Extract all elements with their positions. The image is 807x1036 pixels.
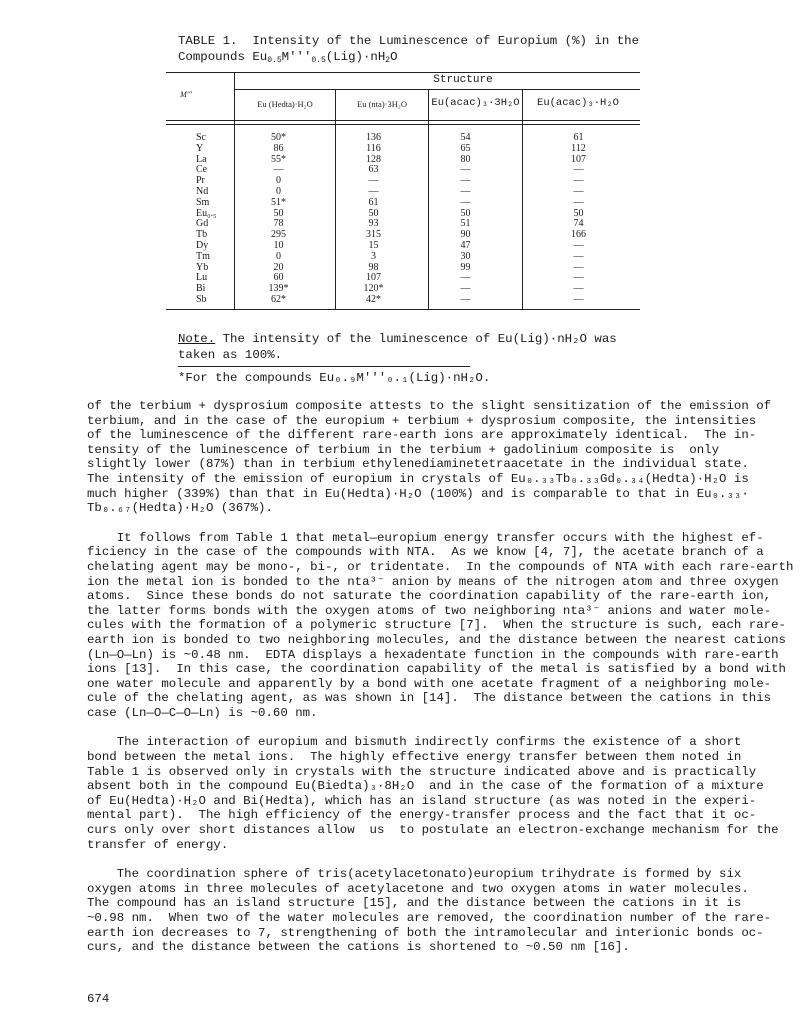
paragraph-gap — [87, 720, 747, 735]
text-line: Tb₀.₆₇(Hedta)·H₂O (367%). — [87, 501, 273, 516]
value-column — [251, 133, 306, 306]
column-header: Eu(acac)₃·3H₂O — [431, 97, 520, 109]
text-line: bond between the metal ions. The highly effective energy transfer between them noted in — [87, 750, 742, 765]
text-line: earth ion decreases to 7, strengthening of both the intramolecular and interionic bonds oc- — [87, 925, 764, 940]
text-line: (Ln—O—Ln) is ~0.48 nm. EDTA displays a hexadentate function in the compounds with rare-earth — [87, 647, 779, 662]
paragraph-gap — [87, 516, 747, 531]
text-line: oxygen atoms in three molecules of acetylacetone and two oxygen atoms in water molecules. — [87, 881, 749, 896]
table-cell: 30 — [460, 250, 471, 262]
table-cell: Y — [196, 142, 204, 154]
table-cell: 80 — [460, 153, 471, 165]
table-cell: 90 — [460, 229, 471, 241]
text-line: The intensity of the emission of europium in crystals of Eu₀.₃₃Tb₀.₃₃Gd₀.₃₄(Hedta)·H₂O is — [87, 471, 749, 486]
table-cell: — — [573, 185, 584, 197]
column-header: Eu (Hedta)·H₂O — [257, 99, 313, 109]
table-cell: — — [368, 185, 379, 197]
text-line: ion the metal ion is bonded to the nta³⁻ anion by means of the nitrogen atom and three oxygen — [87, 574, 779, 589]
table-bottom-rule — [166, 309, 640, 310]
table-cell: 93 — [368, 218, 379, 230]
table-cell: — — [460, 196, 471, 208]
caption-sub: 0.5 — [311, 56, 326, 65]
table-cell: La — [196, 153, 207, 165]
text-line: terbium, and in the case of the europium + terbium + dysprosium composite, the intensities — [87, 413, 757, 428]
caption-part: (Lig)·nH — [325, 50, 386, 64]
table-cell: — — [573, 272, 584, 284]
text-line: earth ion is bonded to two neighboring molecules, and the distance between the nearest cations — [87, 632, 786, 647]
text-line: curs, and the distance between the cations is shortened to ~0.50 nm [16]. — [87, 940, 630, 955]
text-line: mental part). The high efficiency of the energy-transfer process and the fact that it oc- — [87, 808, 757, 823]
table-cell: Eu₀.₅ — [196, 207, 217, 219]
note-text: The intensity of the luminescence of Eu(Lig)·nH₂O was — [215, 332, 617, 346]
table-cell: — — [460, 175, 471, 187]
table-cell: 51 — [460, 218, 471, 230]
table-cell: 63 — [368, 164, 379, 176]
text-line: one water molecule and apparently by a bond with one acetate fragment of a neighboring mole- — [87, 676, 772, 691]
table-cell: — — [573, 196, 584, 208]
table-cell: 78 — [273, 218, 284, 230]
row-label-column — [196, 133, 232, 306]
table-cell: 315 — [366, 229, 381, 241]
paragraph — [87, 399, 772, 516]
table-cell: — — [573, 261, 584, 273]
table-cell: 128 — [366, 153, 381, 165]
table-caption — [178, 33, 658, 65]
caption-part: O — [390, 50, 398, 64]
text-line: the latter forms bonds with the oxygen atoms of two neighboring nta³⁻ anions and water mole- — [87, 603, 772, 618]
note-label: Note. — [178, 332, 216, 346]
column-divider — [522, 89, 523, 310]
text-line: of the terbium + dysprosium composite attests to the slight sensitization of the emission of — [87, 399, 772, 413]
table-cell: Ce — [196, 164, 208, 176]
body-text — [87, 399, 794, 955]
caption-sub: 0.5 — [267, 56, 282, 65]
column-header: Eu(acac)₃·H₂O — [537, 97, 619, 109]
paragraph-gap — [87, 852, 747, 867]
table-cell: 86 — [273, 142, 284, 154]
paragraph — [87, 530, 794, 721]
table-cell: — — [460, 293, 471, 305]
table-cell: 61 — [573, 132, 584, 143]
table-cell: 0 — [276, 250, 281, 262]
note-line-2: taken as 100%. — [178, 348, 283, 362]
text-line: ~0.98 nm. When two of the water molecules are removed, the coordination number of the rare- — [87, 911, 772, 925]
table-cell: 51* — [271, 196, 286, 208]
table-cell: — — [460, 272, 471, 284]
table-cell: 0 — [276, 185, 281, 197]
value-column — [551, 133, 606, 306]
header-rule — [166, 120, 640, 121]
table-cell: — — [573, 293, 584, 305]
text-line: It follows from Table 1 that metal—europium energy transfer occurs with the highest ef- — [87, 530, 764, 545]
caption-part: M''' — [281, 50, 312, 64]
table-cell: 54 — [460, 132, 471, 143]
table-cell: 107 — [366, 272, 381, 284]
table-cell: — — [273, 164, 284, 176]
table-cell: 55* — [271, 153, 286, 165]
paragraph — [87, 867, 772, 955]
table-cell: Pr — [196, 175, 205, 187]
table-cell: 62* — [271, 293, 286, 305]
text-line: chelating agent may be mono-, bi-, or tridentate. In the compounds of NTA with each rare-earth — [87, 559, 794, 574]
structure-rule — [234, 89, 640, 90]
table-cell: 107 — [571, 153, 586, 165]
text-line: The compound has an island structure [15], and the distance between the cations in it is — [87, 896, 742, 911]
table-cell: Sb — [196, 293, 207, 305]
text-line: tensity of the luminescence of terbium in the terbium + gadolinium composite is only — [87, 442, 720, 457]
table-cell: 3 — [371, 250, 376, 262]
structure-header: Structure — [433, 74, 493, 86]
table-cell: — — [573, 239, 584, 251]
text-line: transfer of energy. — [87, 837, 229, 852]
table-cell: Sc — [196, 132, 206, 143]
table-cell: 65 — [460, 142, 471, 154]
caption-part: Compounds Eu — [178, 50, 268, 64]
header-rule-2 — [166, 124, 640, 125]
text-line: much higher (339%) than that in Eu(Hedta)·H₂O (100%) and is comparable to that in Eu₀.₃₃· — [87, 486, 749, 501]
column-divider — [428, 89, 429, 310]
table-cell: 139* — [268, 283, 289, 295]
note-rule — [178, 366, 470, 367]
table-cell: 74 — [573, 218, 584, 230]
table-cell: 10 — [273, 239, 284, 251]
footnote: *For the compounds Eu₀.₉M'''₀.₁(Lig)·nH₂O. — [178, 371, 491, 385]
luminescence-table — [166, 72, 640, 310]
text-line: atoms. Since these bonds do not saturate the coordination capability of the rare-earth ion, — [87, 589, 772, 604]
table-cell: 50 — [573, 207, 584, 219]
table-cell: 50 — [368, 207, 379, 219]
text-line: of the luminescence of the different rare-earth ions are approximately identical. The in- — [87, 428, 757, 443]
value-column — [346, 133, 401, 306]
table-cell: 42* — [366, 293, 381, 305]
table-cell: — — [460, 164, 471, 176]
table-cell: Nd — [196, 185, 209, 197]
table-cell: 61 — [368, 196, 379, 208]
table-cell: 98 — [368, 261, 379, 273]
table-cell: 50 — [273, 207, 284, 219]
caption-sub: 2 — [385, 56, 391, 65]
text-line: The coordination sphere of tris(acetylacetonato)europium trihydrate is formed by six — [87, 867, 742, 882]
table-notes — [178, 331, 648, 386]
table-cell: 50 — [460, 207, 471, 219]
table-cell: — — [460, 185, 471, 197]
table-cell: Tm — [196, 250, 210, 262]
table-cell: 136 — [366, 132, 381, 143]
table-cell: Tb — [196, 229, 208, 241]
table-cell: Yb — [196, 261, 209, 273]
table-cell: 112 — [571, 142, 586, 154]
text-line: absent both in the compound Eu(Biedta)₃·8H₂O and in the case of the formation of a mixture — [87, 779, 764, 794]
paragraph — [87, 735, 779, 852]
table-cell: 0 — [276, 175, 281, 187]
table-cell: 20 — [273, 261, 284, 273]
table-cell: 47 — [460, 239, 471, 251]
note-line-1 — [178, 331, 648, 347]
text-line: cule of the chelating agent, as was shown in [14]. The distance between the cations in this — [87, 691, 772, 706]
caption-line-2 — [178, 49, 658, 65]
table-cell: — — [573, 164, 584, 176]
table-cell: Lu — [196, 272, 208, 284]
table-cell: 116 — [366, 142, 381, 154]
table-cell: — — [573, 175, 584, 187]
table-cell: 60 — [273, 272, 284, 284]
table-cell: Gd — [196, 218, 209, 230]
table-cell: 120* — [363, 283, 384, 295]
text-line: ions [13]. In this case, the coordination capability of the metal is satisfied by a bond with — [87, 662, 786, 677]
text-line: case (Ln—O—C—O—Ln) is ~0.60 nm. — [87, 705, 318, 720]
table-cell: 15 — [368, 239, 379, 251]
table-cell: Bi — [196, 283, 206, 295]
column-divider — [335, 89, 336, 310]
value-column — [438, 133, 493, 306]
table-cell: — — [573, 283, 584, 295]
table-cell: 166 — [571, 229, 586, 241]
table-cell: — — [573, 250, 584, 262]
text-line: Table 1 is observed only in crystals with the structure indicated above and is practically — [87, 764, 757, 779]
table-cell: 295 — [271, 229, 286, 241]
page-number: 674 — [87, 992, 110, 1006]
row-header: M''' — [180, 90, 192, 99]
text-line: slightly lower (87%) than in terbium ethylenediaminetetraacetate in the individual state. — [87, 457, 749, 472]
text-line: curs only over short distances allow us to postulate an electron-exchange mechanism for the — [87, 823, 779, 838]
table-cell: Sm — [196, 196, 210, 208]
text-line: ficiency in the case of the compounds with NTA. As we know [4, 7], the acetate branch of a — [87, 545, 764, 560]
table-cell: 50* — [271, 132, 286, 143]
table-cell: — — [460, 283, 471, 295]
table-top-rule — [166, 72, 640, 73]
table-cell: — — [368, 175, 379, 187]
table-cell: 99 — [460, 261, 471, 273]
table-cell: Dy — [196, 239, 209, 251]
column-header: Eu (nta)·3H₂O — [357, 99, 407, 109]
text-line: of Eu(Hedta)·H₂O and Bi(Hedta), which has an island structure (as was noted in the experi- — [87, 793, 757, 808]
caption-line-1: TABLE 1. Intensity of the Luminescence of Europium (%) in the — [178, 34, 640, 48]
text-line: The interaction of europium and bismuth indirectly confirms the existence of a short — [87, 735, 742, 750]
text-line: cules with the formation of a polymeric structure [7]. When the structure is such, each rare- — [87, 618, 786, 633]
